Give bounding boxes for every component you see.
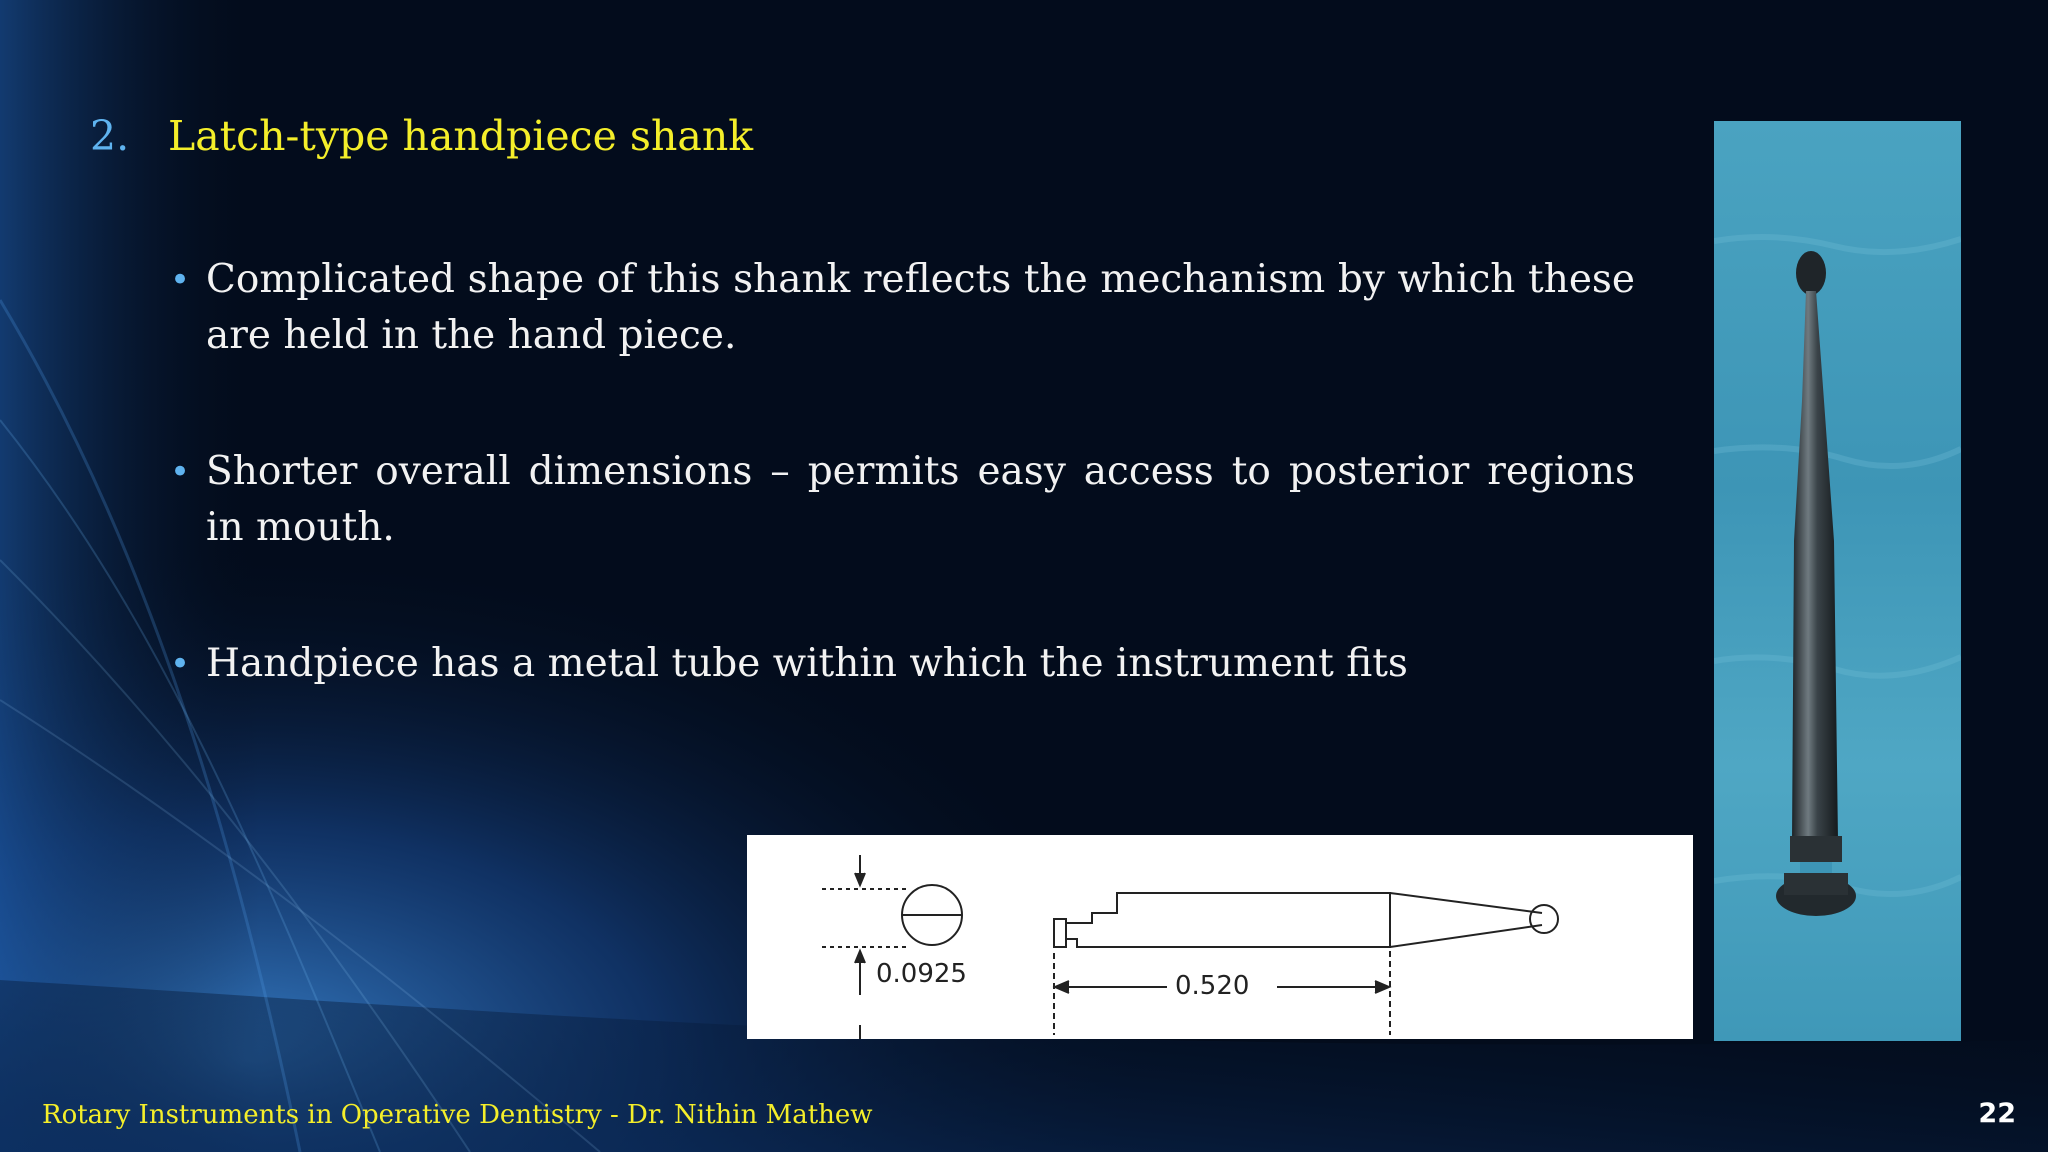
bullet-item (170, 636, 1635, 692)
length-label: 0.520 (1175, 971, 1250, 1001)
bullet-item (170, 252, 1635, 364)
shank-drawing (747, 835, 1693, 1039)
bullet-item (170, 444, 1635, 556)
bur-photo (1714, 121, 1961, 1041)
latch-bur-image (1714, 121, 1961, 1041)
bullet-text: Handpiece has a metal tube within which the instrument fits (206, 641, 1408, 686)
bullet-dot-icon: • (170, 644, 191, 684)
bullet-dot-icon: • (170, 452, 191, 492)
page-number: 22 (1978, 1098, 2016, 1129)
shank-dimension-diagram (747, 835, 1693, 1039)
footer-text: Rotary Instruments in Operative Dentistry - Dr. Nithin Mathew (42, 1100, 873, 1130)
heading-number: 2. (90, 112, 130, 160)
diameter-label: 0.0925 (876, 959, 967, 989)
bullet-list (170, 252, 1635, 772)
heading-title: Latch-type handpiece shank (168, 112, 754, 160)
bullet-text: Complicated shape of this shank reflects the mechanism by which these are held in the hand piece. (206, 257, 1635, 358)
bullet-text: Shorter overall dimensions – permits easy access to posterior regions in mouth. (206, 449, 1635, 550)
slide-heading (90, 112, 753, 160)
bullet-dot-icon: • (170, 260, 191, 300)
